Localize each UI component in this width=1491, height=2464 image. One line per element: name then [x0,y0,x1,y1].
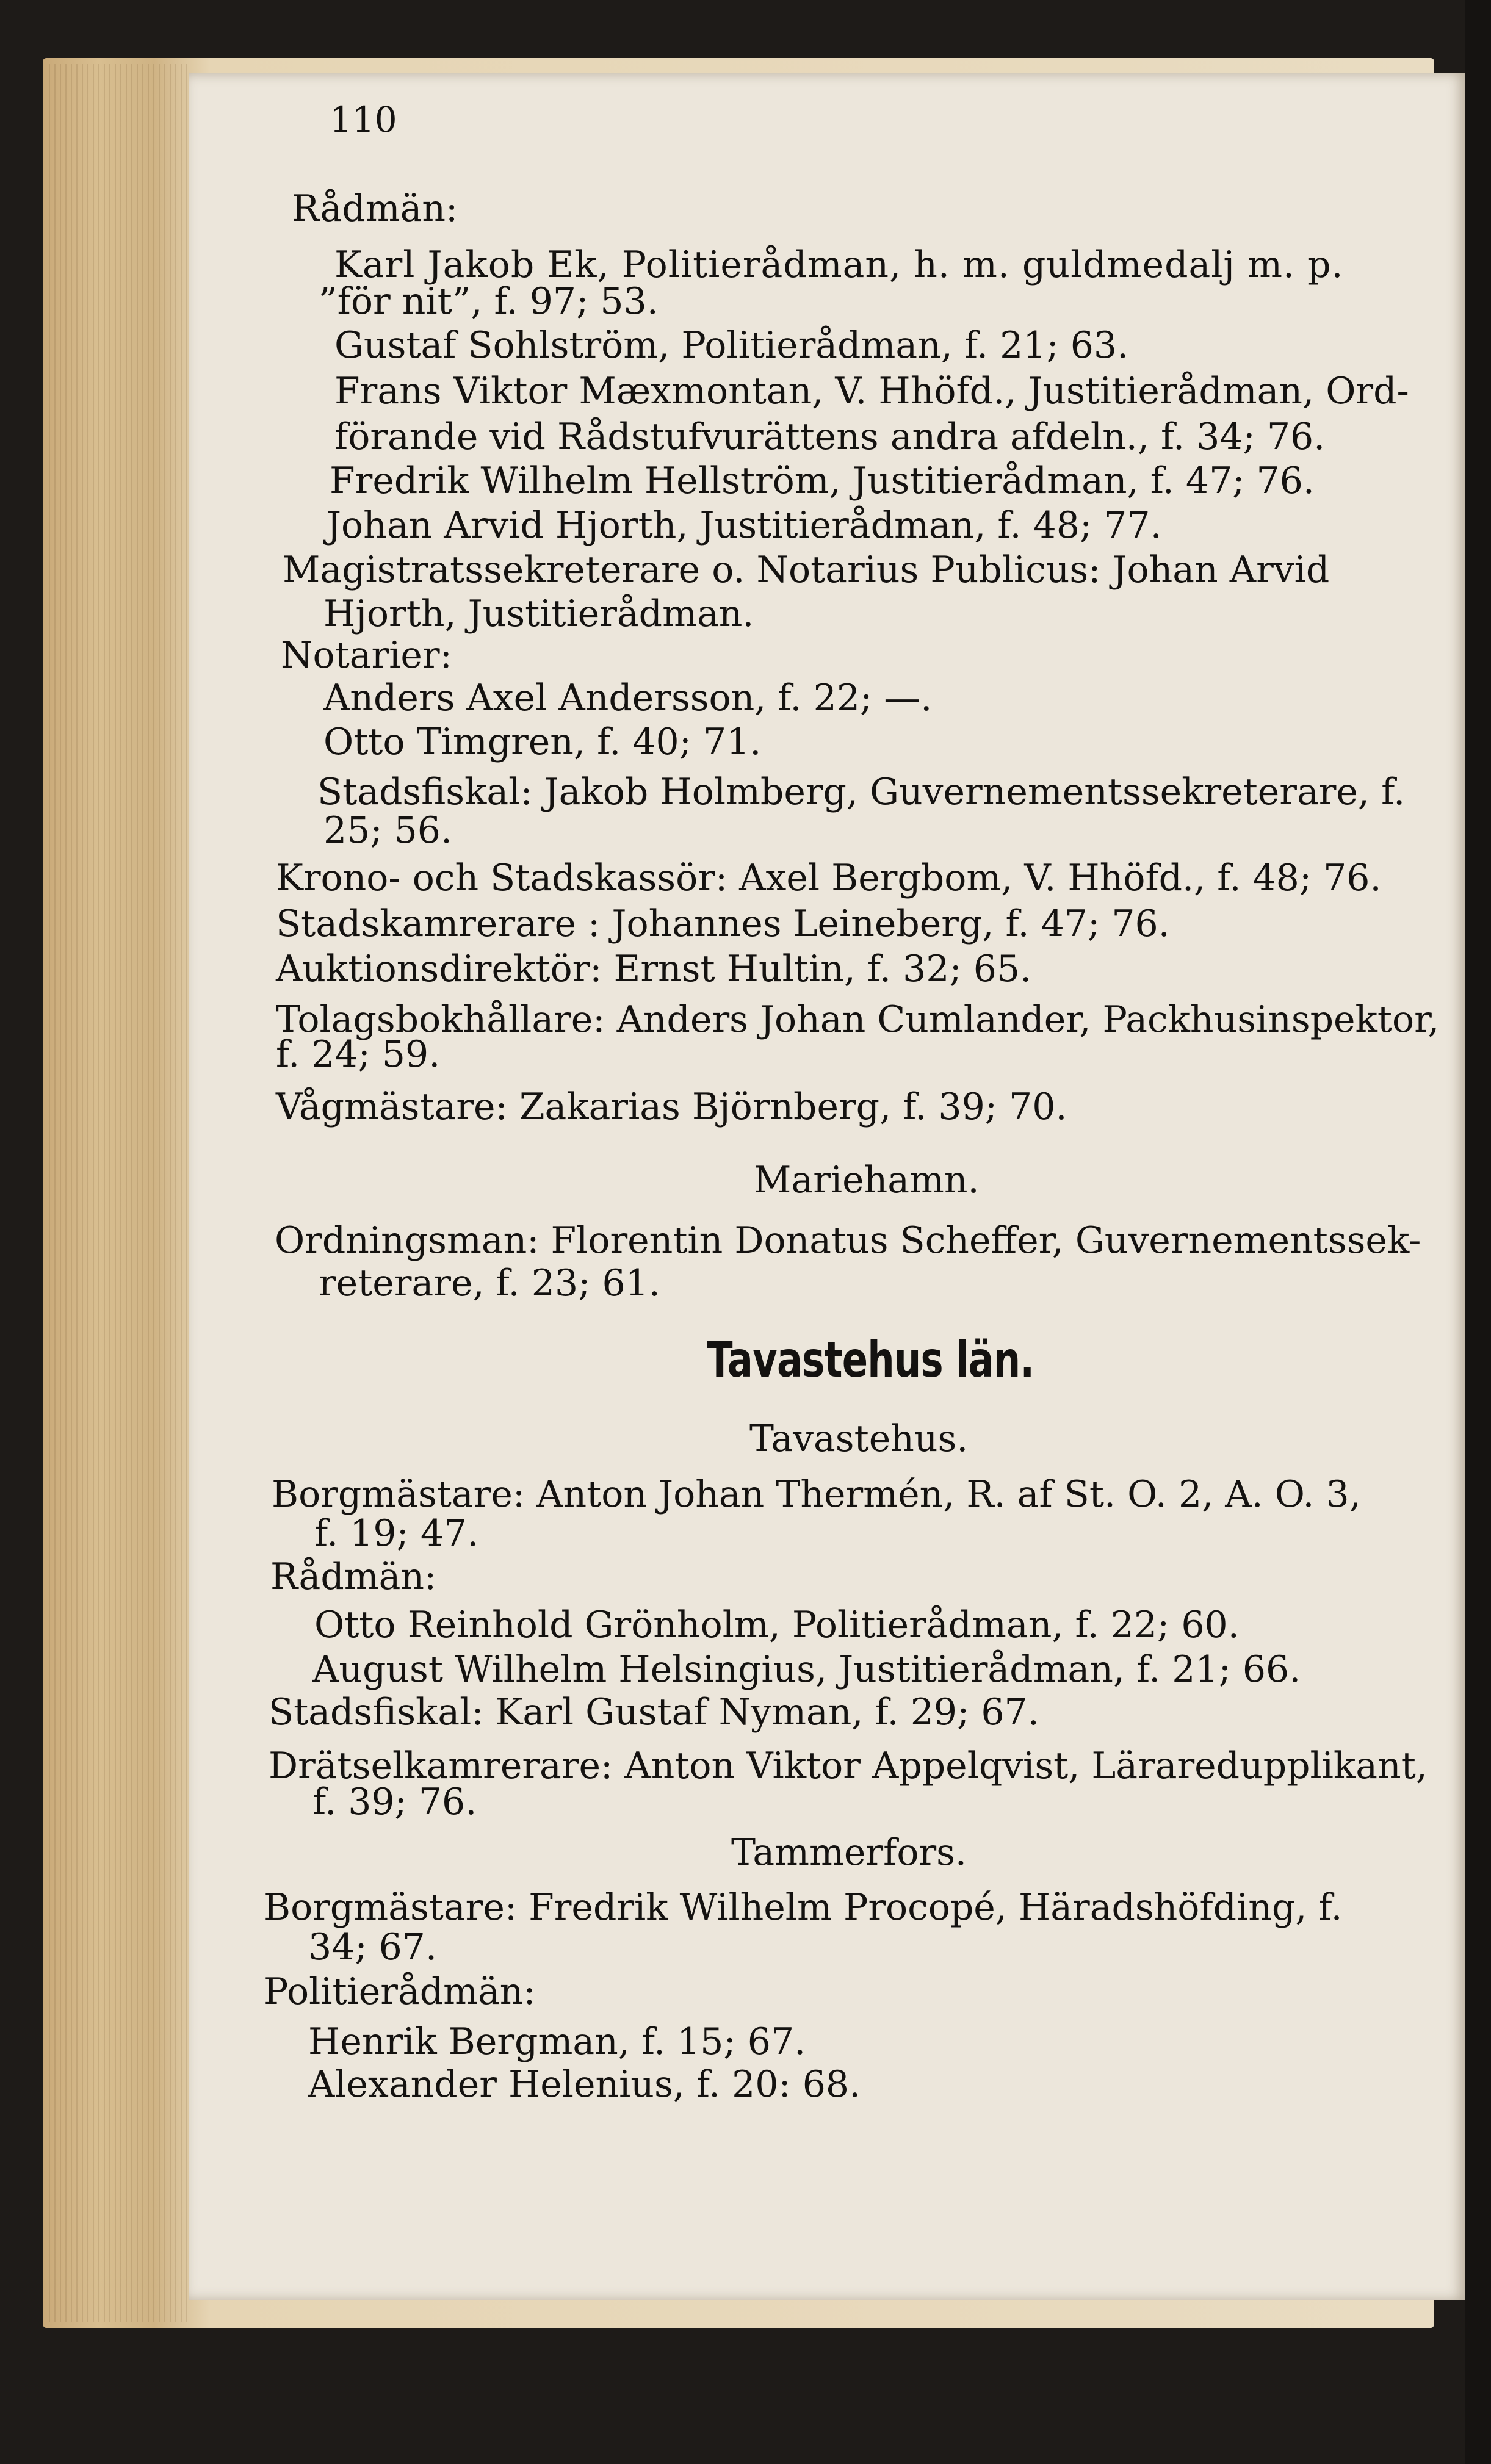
text-line: Anders Axel Andersson, f. 22; —. [323,677,933,719]
text-line: Stadsfiskal: Karl Gustaf Nyman, f. 29; 67. [269,1691,1039,1734]
text-line: Rådmän: [292,187,458,230]
text-line: f. 39; 76. [312,1781,477,1823]
text-line: Auktionsdirektör: Ernst Hultin, f. 32; 65. [276,948,1032,990]
text-line: Drätselkamrerare: Anton Viktor Appelqvist, Läraredupplikant, [269,1745,1428,1787]
text-line: Johan Arvid Hjorth, Justitierådman, f. 48; 77. [327,504,1162,547]
text-line: Borgmästare: Fredrik Wilhelm Procopé, Häradshöfding, f. [264,1886,1343,1929]
text-line: Otto Reinhold Grönholm, Politierådman, f. 22; 60. [314,1604,1240,1646]
right-edge-shadow [1465,0,1491,2464]
text-line: Borgmästare: Anton Johan Thermén, R. af St. O. 2, A. O. 3, [272,1473,1361,1516]
text-line: Alexander Helenius, f. 20: 68. [308,2063,861,2106]
text-line: Stadskamrerare : Johannes Leineberg, f. 47; 76. [276,902,1170,945]
section-heading: Mariehamn. [754,1159,980,1201]
text-line: f. 24; 59. [276,1033,441,1076]
text-line: 25; 56. [323,809,453,852]
text-line: Henrik Bergman, f. 15; 67. [308,2020,806,2063]
text-line: Otto Timgren, f. 40; 71. [323,721,762,763]
text-line: f. 19; 47. [314,1512,479,1555]
text-line: August Wilhelm Helsingius, Justitierådman, f. 21; 66. [312,1648,1301,1691]
section-heading: Tammerfors. [731,1831,967,1874]
text-line: 34; 67. [308,1926,438,1969]
text-line: Fredrik Wilhelm Hellström, Justitierådman, f. 47; 76. [330,459,1315,502]
chapter-title: Tavastehus län. [707,1331,1034,1388]
text-line: Tolagsbokhållare: Anders Johan Cumlander, Packhusinspektor, [276,998,1440,1041]
text-line: Vågmästare: Zakarias Björnberg, f. 39; 70. [276,1086,1067,1128]
text-line: förande vid Rådstufvurättens andra afdeln., f. 34; 76. [334,416,1326,458]
text-line: Politierådmän: [264,1970,536,2013]
text-line: Krono- och Stadskassör: Axel Bergbom, V. Hhöfd., f. 48; 76. [276,857,1382,899]
text-line: Notarier: [281,634,452,677]
text-line: Magistratssekreterare o. Notarius Publicus: Johan Arvid [283,549,1330,591]
text-line: ”för nit”, f. 97; 53. [319,280,659,323]
text-line: Ordningsman: Florentin Donatus Scheffer, Guvernementssek- [275,1219,1421,1262]
text-line: Rådmän: [270,1555,437,1598]
page-number: 110 [330,99,397,140]
text-line: Frans Viktor Mæxmontan, V. Hhöfd., Justitierådman, Ord- [334,370,1409,412]
section-heading: Tavastehus. [749,1418,969,1460]
text-line: Stadsfiskal: Jakob Holmberg, Guvernementssekreterare, f. [317,771,1406,813]
text-line: Hjorth, Justitierådman. [323,593,754,635]
page-stack [49,64,189,2322]
text-line: Karl Jakob Ek, Politierådman, h. m. guldmedalj m. p. [334,243,1344,286]
text-line: reterare, f. 23; 61. [319,1262,660,1305]
text-line: Gustaf Sohlström, Politierådman, f. 21; 63. [334,324,1129,367]
